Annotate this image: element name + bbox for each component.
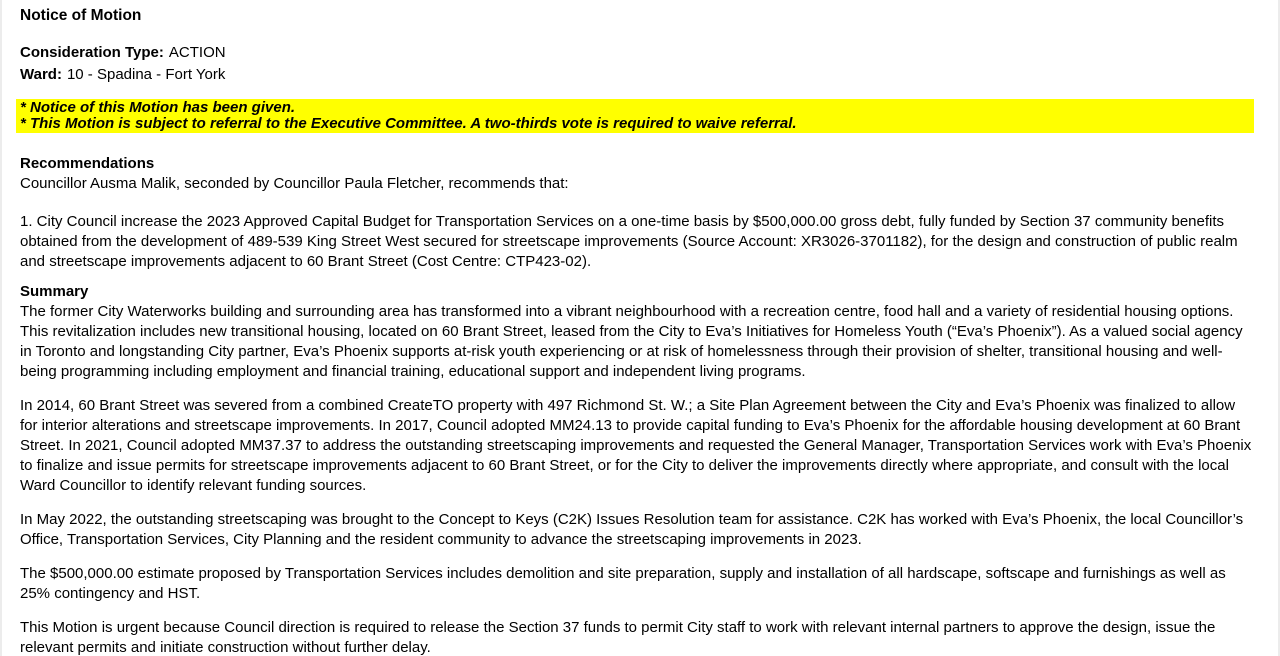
consideration-type-value: ACTION xyxy=(168,44,226,61)
summary-paragraph-3: In May 2022, the outstanding streetscaping was brought to the Concept to Keys (C2K) Issues Resolution team for assistance. C2K has worked with Eva’s Phoenix, the local Councillor’s Office, Transportation Services, City Planning and the resident community to advance the streetscaping improvements in 2023. xyxy=(20,511,1244,548)
summary-paragraph-4: The $500,000.00 estimate proposed by Transportation Services includes demolition and site preparation, supply and installation of all hardscape, softscape and furnishings as well as 25% contingency and HST. xyxy=(20,565,1226,602)
ward-label: Ward: xyxy=(20,66,62,83)
recommendations-intro: Councillor Ausma Malik, seconded by Councillor Paula Fletcher, recommends that: xyxy=(20,175,569,192)
metadata-fields xyxy=(20,42,1254,86)
notice-given-line: * Notice of this Motion has been given. xyxy=(20,99,296,116)
field-ward xyxy=(20,64,1254,86)
summary-paragraph-5: This Motion is urgent because Council direction is required to release the Section 37 funds to permit City staff to work with relevant internal partners to approve the design, issue the relevant permits and initiate construction without further delay. xyxy=(20,619,1216,656)
field-consideration-type xyxy=(20,42,1254,64)
summary-paragraph-2: In 2014, 60 Brant Street was severed from a combined CreateTO property with 497 Richmond St. W.; a Site Plan Agreement between the City and Eva’s Phoenix was finalized to allow for interior alterations and streetscape improvements. In 2017, Council adopted MM24.13 to provide capital funding to Eva’s Phoenix for the affordable housing development at 60 Brant Street. In 2021, Council adopted MM37.37 to address the outstanding streetscaping improvements and requested the General Manager, Transportation Services work with Eva’s Phoenix to finalize and issue permits for streetscape improvements adjacent to 60 Brant Street, or for the City to deliver the improvements directly where appropriate, and consult with the local Ward Councillor to identify relevant funding sources. xyxy=(20,397,1252,494)
recommendation-item-1: 1. City Council increase the 2023 Approved Capital Budget for Transportation Services on a one-time basis by $500,000.00 gross debt, fully funded by Section 37 community benefits obtained from the development of 489-539 King Street West secured for streetscape improvements (Source Account: XR3026-3701182), for the design and construction of public realm and streetscape improvements adjacent to 60 Brant Street (Cost Centre: CTP423-02). xyxy=(20,213,1238,270)
consideration-type-label: Consideration Type: xyxy=(20,44,164,61)
page-title: Notice of Motion xyxy=(20,7,142,24)
notice-referral-line: * This Motion is subject to referral to the Executive Committee. A two-thirds vote is required to waive referral. xyxy=(20,114,797,132)
ward-value: 10 - Spadina - Fort York xyxy=(66,66,226,83)
recommendations-heading: Recommendations xyxy=(20,155,155,172)
summary-heading: Summary xyxy=(20,283,89,300)
notice-highlight-banner xyxy=(16,99,1254,133)
summary-paragraph-1: The former City Waterworks building and surrounding area has transformed into a vibrant neighbourhood with a recreation centre, food hall and a variety of residential housing options. This revitalization includes new transitional housing, located on 60 Brant Street, leased from the City to Eva’s Initiatives for Homeless Youth (“Eva’s Phoenix”). As a valued social agency in Toronto and longstanding City partner, Eva’s Phoenix supports at-risk youth experiencing or at risk of homelessness through their provision of shelter, transitional housing and well-being programming including employment and financial training, educational support and independent living programs. xyxy=(20,303,1243,380)
